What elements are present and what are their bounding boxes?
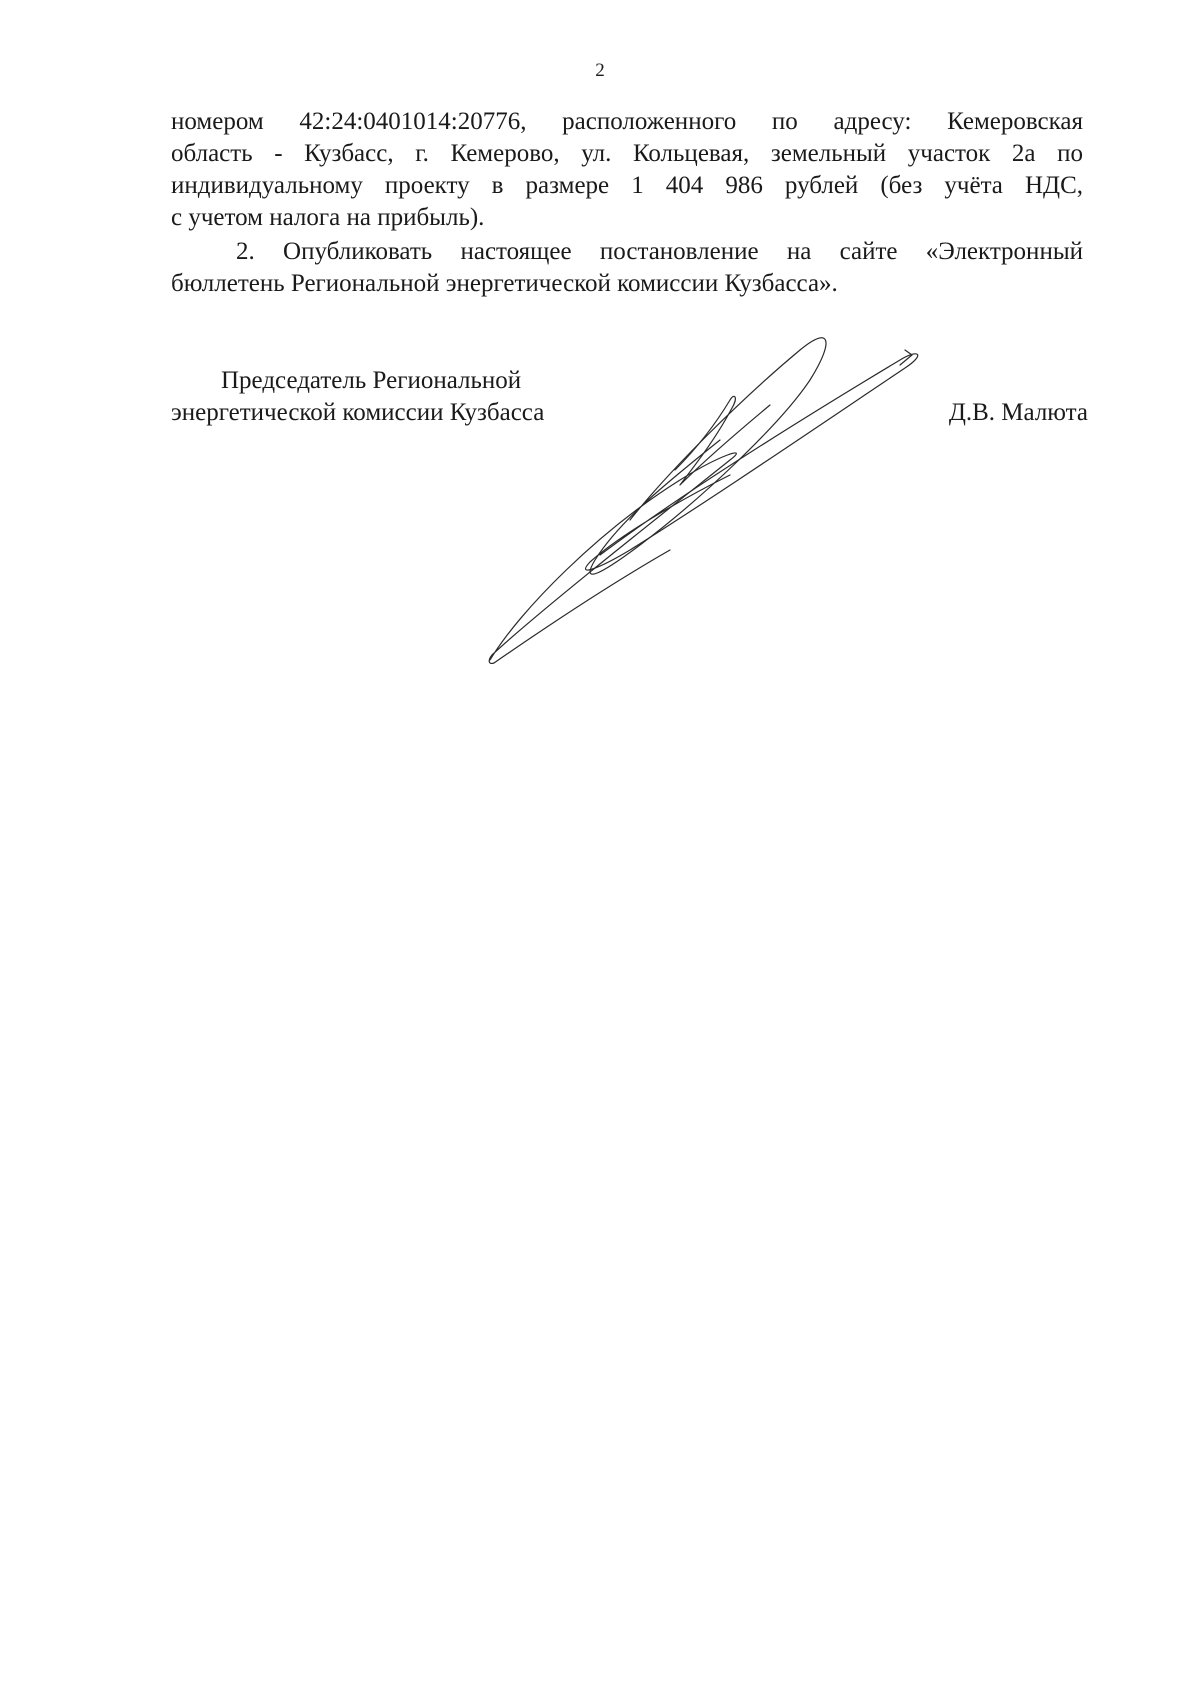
- signature-icon: [480, 310, 950, 670]
- paragraph-1-line-3-wrap: [171, 170, 1083, 202]
- paragraph-1-line-2: область - Кузбасс, г. Кемерово, ул. Кольцевая, земельный участок 2а по: [171, 140, 1083, 167]
- signatory-position-line-1: Председатель Региональной: [221, 367, 522, 394]
- paragraph-1-line-4: с учетом налога на прибыль).: [171, 204, 485, 231]
- paragraph-1-line-3: индивидуальному проекту в размере 1 404 986 рублей (без учёта НДС,: [171, 172, 1083, 199]
- signature-stroke-4: [586, 354, 918, 570]
- signatory-position-line-2: энергетической комиссии Кузбасса: [171, 399, 545, 426]
- signature-stroke-3: [675, 396, 770, 485]
- paragraph-1-line-2-wrap: [171, 138, 1083, 170]
- signature-stroke-5: [900, 350, 912, 365]
- signature-stroke-1: [489, 453, 736, 663]
- signatory-name: Д.В. Малюта: [948, 399, 1088, 426]
- paragraph-2-line-2: бюллетень Региональной энергетической комиссии Кузбасса».: [171, 270, 838, 297]
- paragraph-2-line-1: 2. Опубликовать настоящее постановление на сайте «Электронный: [236, 238, 1083, 265]
- paragraph-2-line-2-wrap: [171, 268, 1083, 300]
- paragraph-2: [171, 236, 1083, 268]
- paragraph-1: [171, 106, 1083, 138]
- paragraph-1-line-4-wrap: [171, 202, 1083, 234]
- paragraph-1-line-1: номером 42:24:0401014:20776, расположенного по адресу: Кемеровская: [171, 108, 1083, 135]
- signature-stroke-2: [590, 338, 826, 574]
- page-number: 2: [595, 60, 605, 81]
